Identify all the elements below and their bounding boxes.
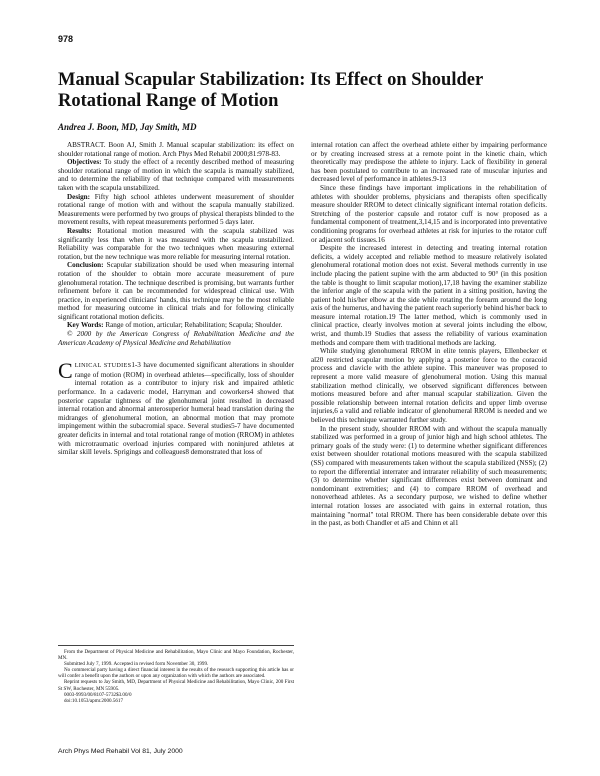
right-column <box>311 141 547 528</box>
copyright: © 2000 by the American Congress of Rehabilitation Medicine and the American Academy of Physical Medicine and Rehabilitation <box>58 330 294 347</box>
authors: Andrea J. Boon, MD, Jay Smith, MD <box>58 122 197 132</box>
footnote: Submitted July 7, 1999. Accepted in revised form November 30, 1999. <box>64 661 209 668</box>
abstract-results <box>58 227 294 261</box>
abstract-intro: ABSTRACT. Boon AJ, Smith J. Manual scapular stabilization: its effect on shoulder rotational range of motion. Arch Phys Med Rehabil 2000;81:978-83. <box>58 141 294 158</box>
keywords-label: Key Words: <box>67 321 104 330</box>
intro-smallcaps: LINICAL STUDIES <box>74 362 132 370</box>
footnote: Reprint requests to Jay Smith, MD, Department of Physical Medicine and Rehabilitation, Mayo Clinic, 200 First St SW, Rochester, MN 55905. <box>58 679 294 692</box>
body-paragraph: internal rotation can affect the overhead athlete either by impairing performance or by creating increased stress at a remote point in the kinetic chain, which theoretically may predispose the athlete to injury. Lack of flexibility in general has been postulated to contribute to an increased rate of muscular injuries and decreased level of performance in athletes.9-13 <box>311 141 547 184</box>
left-column <box>58 141 294 457</box>
objectives-text: To study the effect of a recently described method of measuring shoulder rotational range of motion in which the scapula is manually stabilized, and to determine the reliability of that technique compared with measurements taken with the scapula unstabilized. <box>58 158 294 192</box>
body-paragraph: In the present study, shoulder RROM with and without the scapula manually stabilized was performed in a group of junior high and high school athletes. The primary goals of the study were: (1) to determine whether significant differences exist between shoulder rotational motions measured with the scapula stabilized (SS) compared with measurements taken without the scapula stabilized (NSS); (2) to report the differential interrater and intrarater reliability of such measurements; (3) to determine whether significant differences exist between dominant and nondominant extremities; and (4) to compare RROM of overhead and nonoverhead athletes. As a secondary purpose, we wished to define whether internal rotation losses are associated with gains in external rotation, thus maintaining "normal" total RROM. There has been considerable debate over this in the past, as both Chandler et al5 and Chinn et al1 <box>311 424 547 528</box>
abstract-objectives <box>58 158 294 192</box>
abstract-conclusion <box>58 261 294 321</box>
intro-paragraph <box>58 358 294 457</box>
footnote: From the Department of Physical Medicine and Rehabilitation, Mayo Clinic and Mayo Foundation, Rochester, MN. <box>58 649 294 662</box>
intro-text: 1-3 have documented significant alterations in shoulder range of motion (ROM) in overhead athletes—specifically, loss of shoulder internal rotation as a contributor to injury risk and impaired athletic performance. In a cadaveric model, Harryman and coworkers4 showed that posterior capsular tightness of the glenohumeral joint resulted in decreased internal rotation and abnormal anterosuperior humeral head translation during the midranges of glenohumeral motion, an abnormal motion that may promote impingement within the subacromial space. Several studies5-7 have documented greater deficits in internal and total rotational range of motion (RROM) in athletes with microtraumatic overload injuries compared with noninjured athletes at similar skill levels. Sprigings and colleagues8 demonstrated that loss of <box>58 361 294 457</box>
footnotes <box>58 645 294 704</box>
conclusion-label: Conclusion: <box>67 261 104 270</box>
article-title: Manual Scapular Stabilization: Its Effect on Shoulder Rotational Range of Motion <box>58 70 483 111</box>
results-label: Results: <box>67 226 92 235</box>
conclusion-text: Scapular stabilization should be used when measuring internal rotation of the shoulder to obtain more accurate measurement of pure glenohumeral rotation. The technique described is promising, but warrants further refinement before it can be recommended for widespread clinical use. With practice, in experienced clinicians' hands, this technique may be the most reliable method for measuring outcome in clinical trials and for following clinically significant rotational motion deficits. <box>58 261 294 321</box>
objectives-label: Objectives: <box>67 158 102 167</box>
footnote: No commercial party having a direct financial interest in the results of the research supporting this article has or will confer a benefit upon the authors or upon any organization with which the authors are associated. <box>58 667 294 680</box>
results-text: Rotational motion measured with the scapula stabilized was significantly less than when it was measured with the scapula unstabilized. Reliability was comparable for the two techniques when measuring external rotation, but the new technique was more reliable for measuring internal rotation. <box>58 226 294 261</box>
design-label: Design: <box>67 192 91 201</box>
abstract-design <box>58 193 294 227</box>
journal-footer: Arch Phys Med Rehabil Vol 81, July 2000 <box>58 748 183 755</box>
body-paragraph: While studying glenohumeral RROM in elite tennis players, Ellenbecker et al20 restricted scapular motion by applying a posterior force to the coracoid process and clavicle with the athlete supine. This maneuver was proposed to represent a more valid measure of glenohumeral motion. Using this manual stabilization method clinically, we observed significant differences between motions measured before and after manual scapular stabilization. Given the possible relationship between internal rotation deficits and upper limb overuse injuries,6 a valid and reliable indicator of glenohumeral RROM is needed and we believed this technique warranted further study. <box>311 347 547 424</box>
design-text: Fifty high school athletes underwent measurement of shoulder rotational range of motion with and without the scapula manually stabilized. Measurements were performed by two groups of physical therapists blinded to the movement results, with repeat measurements performed 5 days later. <box>58 192 294 227</box>
drop-cap: C <box>58 358 73 384</box>
body-paragraph: Since these findings have important implications in the rehabilitation of athletes with shoulder problems, physicians and therapists often specifically measure shoulder RROM to detect clinically significant internal rotation deficits. Stretching of the posterior capsule and rotator cuff is now proposed as a fundamental component of treatment,3,14,15 and is incorporated into preventative conditioning programs for overhead athletes at risk for injuries to the rotator cuff or adjacent soft tissues.16 <box>311 183 547 244</box>
body-paragraph: Despite the increased interest in detecting and treating internal rotation deficits, a widely accepted and reliable method to measure relatively isolated glenohumeral rotational motion does not exist. Several methods currently in use include placing the patient supine with the arm abducted to 90° (in this position the table is thought to limit scapular motion),17,18 having the examiner stabilize the inferior angle of the scapula with the patient in a sitting position, having the patient hold his/her elbow at the side while rotating the forearm around the long axis of the humerus, and having the patient reach superiorly behind his/her back to measure internal rotation.19 The latter method, which is commonly used in clinical practice, clearly involves motion at several joints including the elbow, wrist, and thumb.19 Studies that assess the reliability of various examination methods and compare them with traditional methods are lacking. <box>311 244 547 347</box>
page-number: 978 <box>58 34 74 44</box>
abstract-keywords <box>58 321 294 330</box>
footnote: 0003-9993/00/8107-5732$3.00/0 <box>64 691 132 698</box>
footnote: doi:10.1053/apmr.2000.5617 <box>64 697 124 704</box>
keywords-text: Range of motion, articular; Rehabilitation; Scapula; Shoulder. <box>103 321 283 330</box>
